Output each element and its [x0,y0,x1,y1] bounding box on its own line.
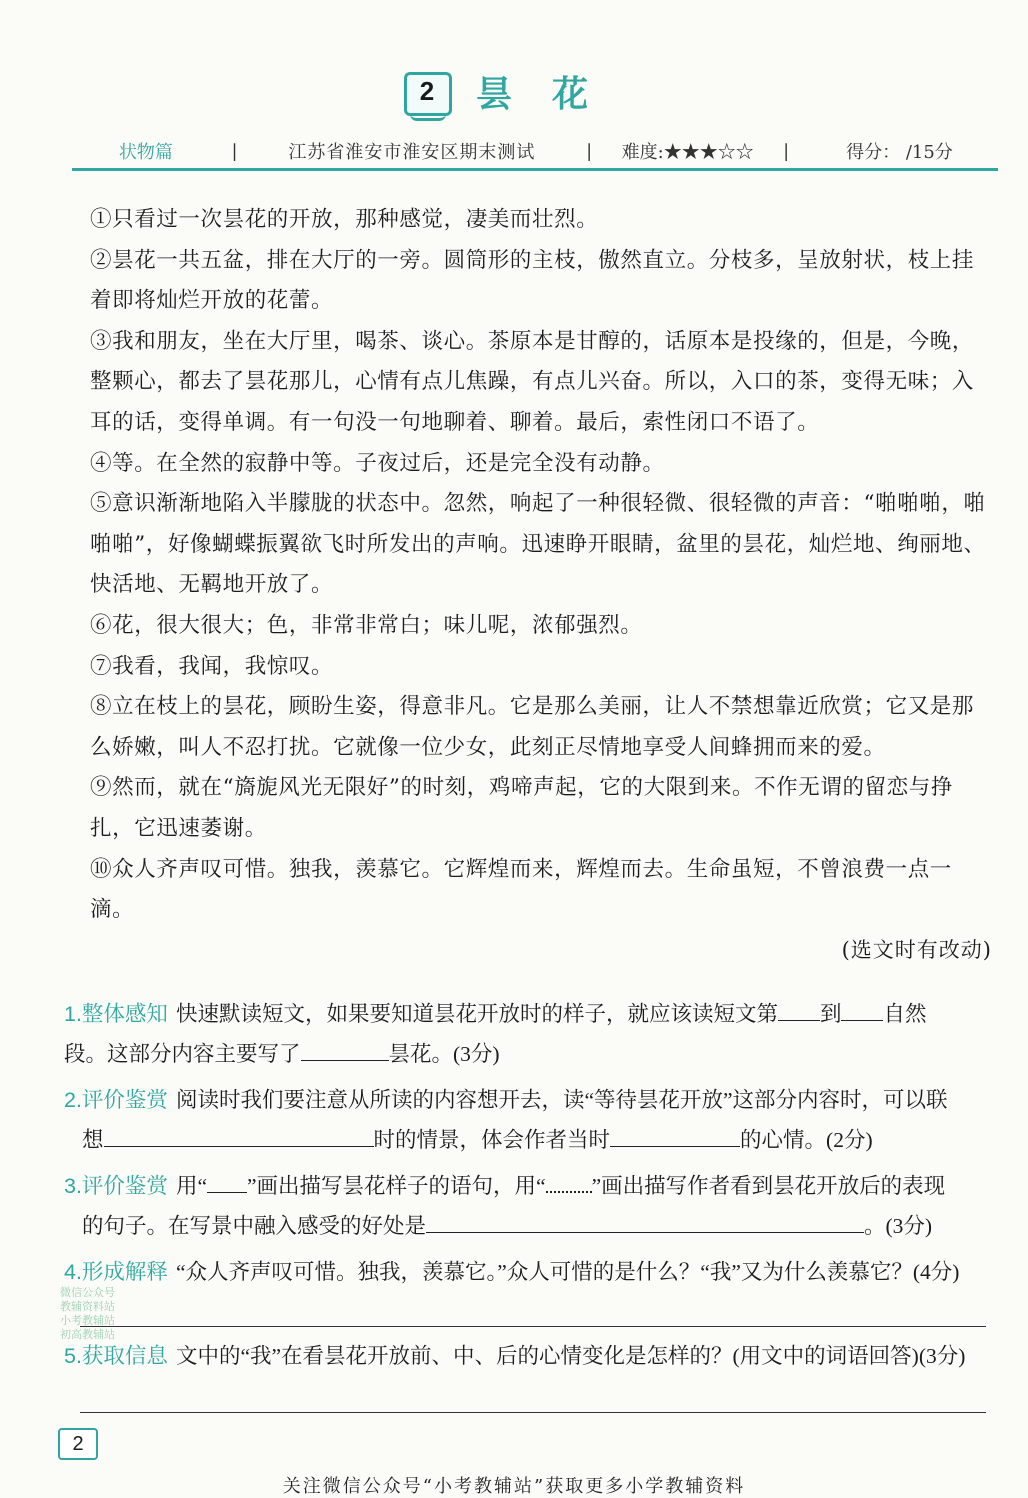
score-label: 得分： /15分 [846,142,953,163]
page-title: 昙花 [475,74,628,115]
category-label: 状物篇 [118,142,173,163]
difficulty-label: 难度:★★★☆☆ [621,142,754,163]
question-text: 段。这部分内容主要写了 [64,1042,301,1066]
answer-blank[interactable] [778,998,820,1021]
wavy-line-sample [546,1171,592,1193]
question-text: 。(3分) [864,1214,933,1238]
lesson-number: 2 [419,76,435,106]
straight-line-sample [207,1170,247,1193]
watermark: 微信公众号 教辅资料站 小考教辅站 初高教辅站 [60,1286,115,1341]
page-header [0,66,1028,117]
answer-line[interactable] [80,1412,986,1413]
paragraph: ⑥花，很大很大；色，非常非常白；味儿呢，浓郁强烈。 [90,612,643,638]
answer-line[interactable] [80,1326,986,1327]
question-text: 的心情。(2分) [740,1128,873,1152]
question-tag: 2.评价鉴赏 [64,1088,168,1112]
divider: | [586,140,593,162]
paragraph: ⑧立在枝上的昙花，顾盼生姿，得意非凡。它是那么美丽，让人不禁想靠近欣赏；它又是那么娇嫩，叫人不忍打扰。它就像一位少女，此刻正尽情地享受人间蜂拥而来的爱。 [90,694,975,760]
question-1 [64,994,994,1074]
paragraph: ⑨然而，就在“旖旎风光无限好”的时刻，鸡啼声起，它的大限到来。不作无谓的留恋与挣扎，它迅速萎谢。 [90,775,953,841]
paragraph: ④等。在全然的寂静中等。子夜过后，还是完全没有动静。 [90,450,665,476]
paragraph: ⑩众人齐声叹可惜。独我，羡慕它。它辉煌而来，辉煌而去。生命虽短，不曾浪费一点一滴。 [90,856,952,923]
paragraph: ③我和朋友，坐在大厅里，喝茶、谈心。茶原本是甘醇的，话原本是投缘的，但是，今晚，整颗心，都去了昙花那儿，心情有点儿焦躁，有点儿兴奋。所以，入口的茶，变得无味；入耳的话，变得单调。有一句没一句地聊着、聊着。最后，索性闭口不语了。 [90,328,975,435]
paragraph: ①只看过一次昙花的开放，那种感觉，凄美而壮烈。 [90,207,599,232]
answer-blank[interactable] [841,998,883,1021]
question-text: 自然 [883,1002,927,1026]
answer-blank[interactable] [104,1124,374,1147]
source-note: (选文时有改动) [841,938,992,962]
question-text: “众人齐声叹可惜。独我，羡慕它。”众人可惜的是什么？“我”又为什么羡慕它？(4分) [175,1260,960,1284]
question-tag: 1.整体感知 [64,1002,168,1026]
question-tag: 4.形成解释 [64,1260,168,1284]
question-text: 昙花。(3分) [388,1042,500,1066]
divider: | [231,140,238,162]
source-label: 江苏省淮安市淮安区期末测试 [288,142,536,163]
question-3 [64,1166,994,1246]
question-text: 用“ [175,1174,207,1198]
question-4 [64,1252,994,1292]
question-text: 到 [819,1002,842,1026]
divider: | [783,140,790,162]
info-bar [72,134,998,171]
question-tag: 5.获取信息 [64,1344,168,1368]
question-text: ”画出描写作者看到昙花开放后的表现 [591,1174,946,1198]
question-text: 时的情景，体会作者当时 [373,1128,611,1152]
footer-text: 关注微信公众号“小考教辅站”获取更多小学教辅资料 [282,1476,746,1497]
passage [68,200,994,931]
paragraph: ⑤意识渐渐地陷入半朦胧的状态中。忽然，响起了一种很轻微、很轻微的声音：“啪啪啪，啪啪啪”，好像蝴蝶振翼欲飞时所发出的声响。迅速睁开眼睛，盆里的昙花，灿烂地、绚丽地、快活地、无羁地开放了。 [90,491,986,598]
question-text: 的句子。在写景中融入感受的好处是 [82,1214,427,1238]
question-text: 快速默读短文，如果要知道昙花开放时的样子，就应该读短文第 [175,1002,778,1026]
answer-blank[interactable] [426,1210,864,1233]
question-text: 想 [82,1128,104,1152]
question-tag: 3.评价鉴赏 [64,1174,168,1198]
question-text: 阅读时我们要注意从所读的内容想开去，读“等待昙花开放”这部分内容时，可以联 [175,1088,948,1112]
question-5 [64,1336,994,1376]
page-number: 2 [58,1428,98,1460]
answer-blank[interactable] [301,1038,389,1061]
answer-blank[interactable] [610,1124,740,1147]
paragraph: ⑦我看，我闻，我惊叹。 [90,653,334,679]
question-2 [64,1080,994,1160]
question-text: 文中的“我”在看昙花开放前、中、后的心情变化是怎样的？(用文中的词语回答)(3分) [175,1344,966,1368]
question-text: ”画出描写昙花样子的语句，用“ [246,1174,546,1198]
lesson-number-badge [400,70,454,114]
paragraph: ②昙花一共五盆，排在大厅的一旁。圆筒形的主枝，傲然直立。分枝多，呈放射状，枝上挂着即将灿烂开放的花蕾。 [90,247,975,314]
